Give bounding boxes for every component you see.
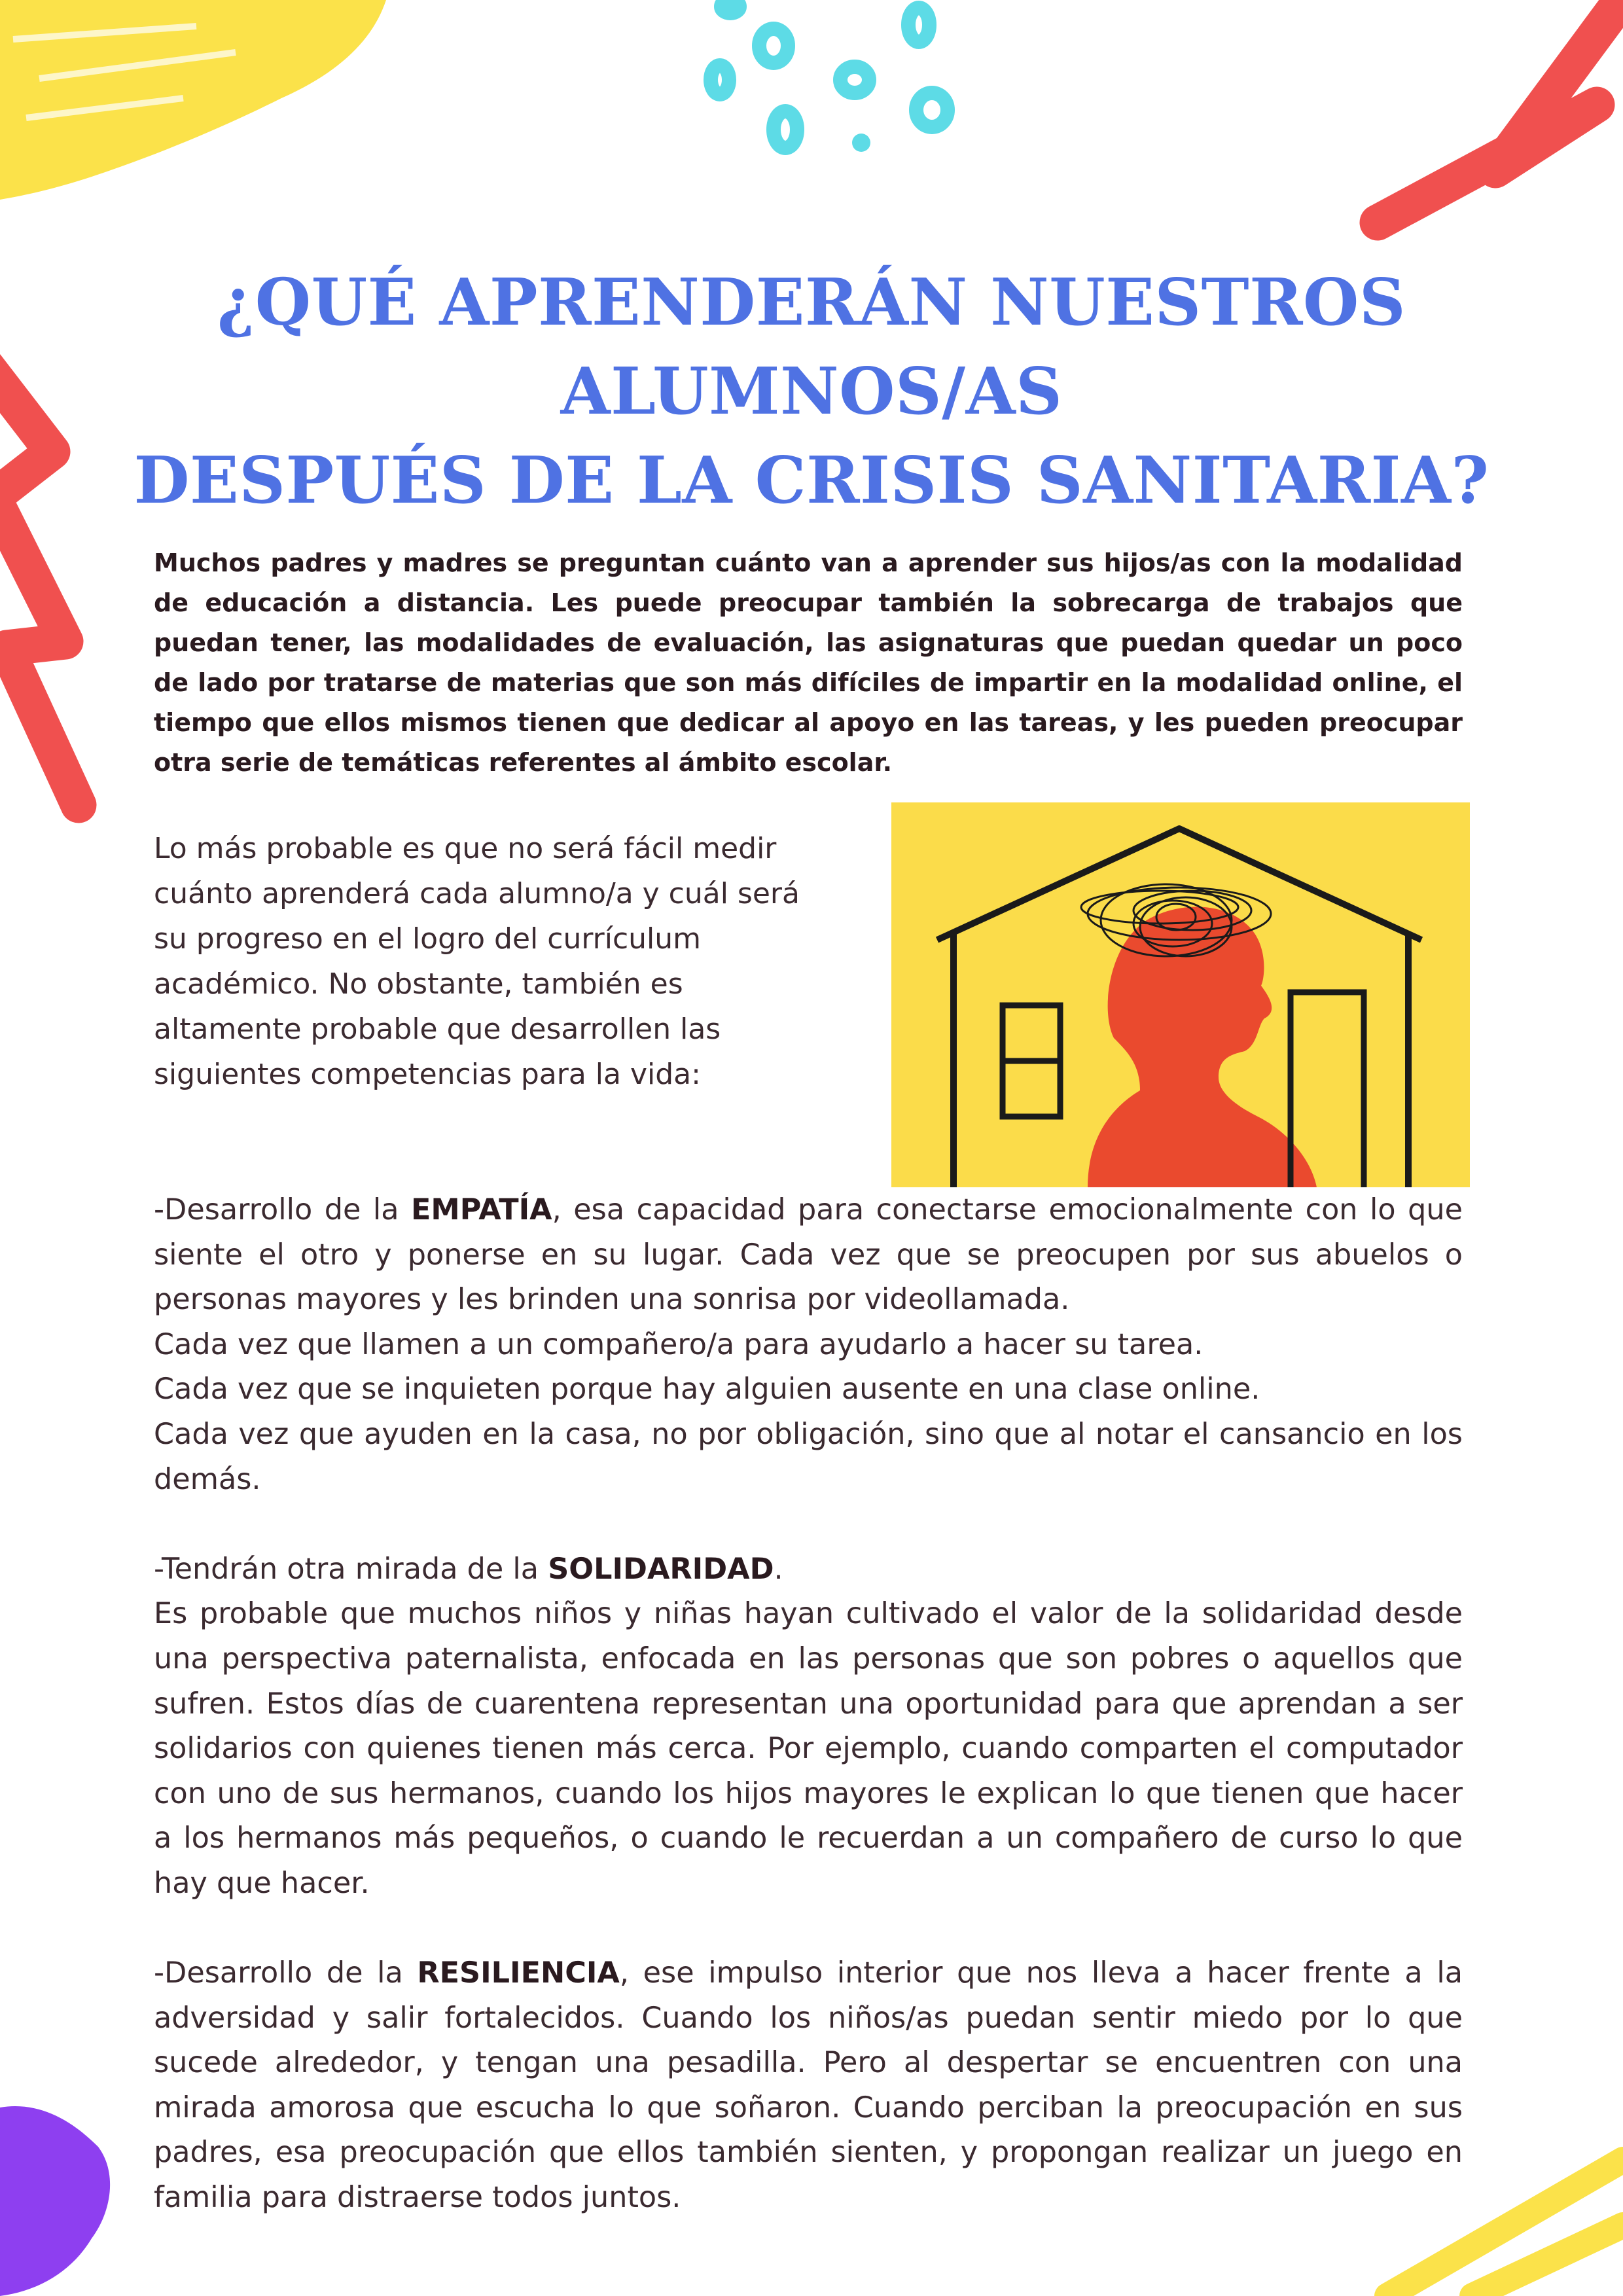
lead-paragraph: Lo más probable es que no será fácil medir cuánto aprenderá cada alumno/a y cuál será su progreso en el logro del currículum académico. No obstante, también es altamente probable que desarrollen las siguientes competencias para la vida: [154,832,800,1091]
empatia-line-2: Cada vez que se inquieten porque hay alguien ausente en una clase online. [154,1372,1260,1407]
empatia-line-1: Cada vez que llamen a un compañero/a para ayudarlo a hacer su tarea. [154,1327,1204,1361]
empatia-keyword: EMPATÍA [411,1193,552,1227]
house-head-illustration [891,802,1470,1187]
solidaridad-paragraph: Es probable que muchos niños y niñas hayan cultivado el valor de la solidaridad desde una perspectiva paternalista, enfocada en las personas que son pobres o aquellos que sufren. Estos días de cuarentena representan una oportunidad para que aprendan a ser solidarios con quienes tienen más cerca. Por ejemplo, cuando comparten el computador con uno de sus hermanos, cuando los hijos mayores le explican lo que tienen que hacer a los hermanos más pequeños, o cuando le recuerdan a un compañero de curso lo que hay que hacer. [154,1597,1463,1900]
empatia-paragraph [154,1188,1463,1323]
empatia-text: , esa capacidad para conectarse emocionalmente con lo que siente el otro y ponerse en su lugar. Cada vez que se preocupen por sus abuelos o personas mayores y les brinden una sonrisa por videollamada. [154,1193,1463,1317]
title-line-1: ¿QUÉ APRENDERÁN NUESTROS [217,265,1406,340]
body-content [154,1188,1463,2221]
empatia-line-3: Cada vez que ayuden en la casa, no por obligación, sino que al notar el cansancio en los demás. [154,1417,1463,1496]
cyan-dots-top [711,0,948,148]
purple-paint-stroke-bottom-left [0,2106,110,2296]
yellow-paint-stroke-top-left [0,0,386,200]
title-line-2: ALUMNOS/AS [560,354,1063,429]
resiliencia-keyword: RESILIENCIA [417,1956,620,1990]
empatia-prefix: -Desarrollo de la [154,1193,412,1227]
solidaridad-suffix: . [774,1552,783,1586]
title-line-3: DESPUÉS DE LA CRISIS SANITARIA? [134,443,1489,518]
intro-paragraph: Muchos padres y madres se preguntan cuánto van a aprender sus hijos/as con la modalidad de educación a distancia. Les puede preocupar también la sobrecarga de trabajos que puedan tener, las modalidades de evaluación, las asignaturas que puedan quedar un poco de lado por tratarse de materias que son más difíciles de impartir en la modalidad online, el tiempo que ellos mismos tienen que dedicar al apoyo en las tareas, y les pueden preocupar otra serie de temáticas referentes al ámbito escolar. [154,548,1463,777]
resiliencia-paragraph [154,1951,1463,2221]
red-zigzag-left [0,367,79,805]
resiliencia-prefix: -Desarrollo de la [154,1956,418,1990]
page-title [105,259,1518,526]
solidaridad-prefix: -Tendrán otra mirada de la [154,1552,548,1586]
red-zigzag-top-right [1378,7,1616,223]
solidaridad-keyword: SOLIDARIDAD [548,1552,774,1586]
solidaridad-heading [154,1547,1463,1592]
resiliencia-text: , ese impulso interior que nos lleva a hacer frente a la adversidad y salir fortalecidos. Cuando los niños/as puedan sentir miedo por lo que sucede alrededor, y tengan una pesadilla. Pero al despertar se encuentren con una mirada amorosa que escucha lo que soñaron. Cuando perciban la preocupación en sus padres, esa preocupación que ellos también sienten, y propongan realizar un juego en familia para distraerse todos juntos. [154,1956,1463,2215]
